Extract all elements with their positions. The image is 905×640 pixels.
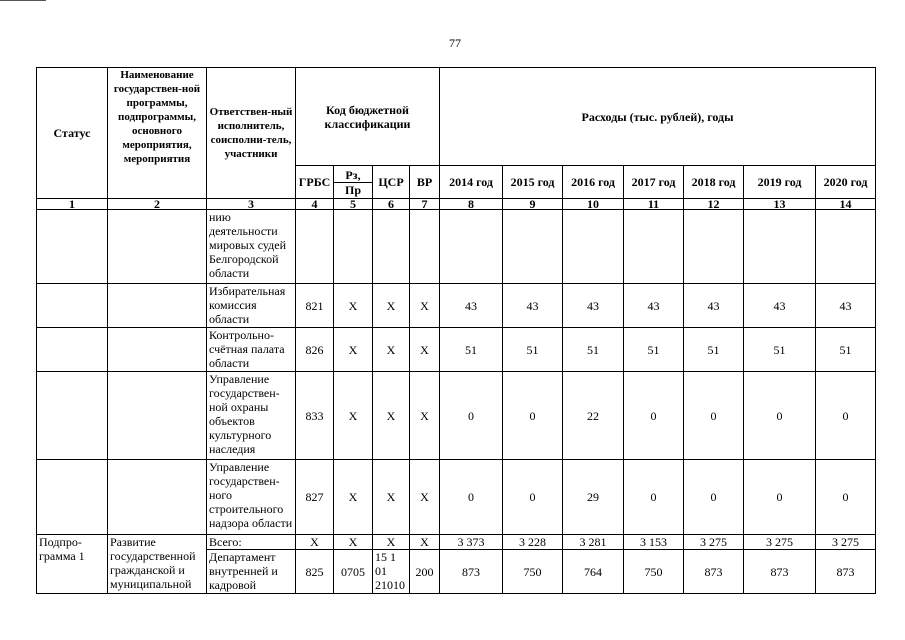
- cell-2017: 3 153: [624, 535, 684, 550]
- header-year-2020: 2020 год: [816, 166, 876, 199]
- page-number: 77: [449, 36, 461, 50]
- cell-status: [37, 372, 108, 460]
- column-number: 4: [296, 199, 334, 210]
- cell-2014: 51: [440, 328, 503, 372]
- cell-grbs: [296, 210, 334, 284]
- cell-2017: 0: [624, 372, 684, 460]
- cell-2016: [563, 210, 624, 284]
- cell-2019: 3 275: [744, 535, 816, 550]
- header-grbs: ГРБС: [296, 166, 334, 199]
- cell-2018: [684, 210, 744, 284]
- cell-name: [108, 460, 207, 535]
- cell-2018: 3 275: [684, 535, 744, 550]
- cell-2015: 51: [503, 328, 563, 372]
- column-number: 6: [373, 199, 410, 210]
- cell-rz: [334, 210, 373, 284]
- cell-name: Развитие государственной гражданской и муниципальной: [108, 535, 207, 594]
- cell-2014: [440, 210, 503, 284]
- table-row: [37, 460, 876, 535]
- cell-2016: 51: [563, 328, 624, 372]
- cell-vr: 200: [410, 550, 440, 594]
- cell-2015: 750: [503, 550, 563, 594]
- cell-2019: 0: [744, 372, 816, 460]
- header-year-2016: 2016 год: [563, 166, 624, 199]
- cell-2018: 0: [684, 372, 744, 460]
- table-row: [37, 328, 876, 372]
- header-year-2017: 2017 год: [624, 166, 684, 199]
- cell-2020: 51: [816, 328, 876, 372]
- header-year-2018: 2018 год: [684, 166, 744, 199]
- cell-2017: 51: [624, 328, 684, 372]
- cell-2018: 43: [684, 284, 744, 328]
- cell-vr: Х: [410, 372, 440, 460]
- cell-2015: [503, 210, 563, 284]
- column-number: 3: [207, 199, 296, 210]
- cell-grbs: 833: [296, 372, 334, 460]
- cell-2020: 3 275: [816, 535, 876, 550]
- cell-2016: 29: [563, 460, 624, 535]
- header-rz-pr: [334, 166, 373, 199]
- cell-2017: [624, 210, 684, 284]
- cell-grbs: Х: [296, 535, 334, 550]
- budget-table: [36, 67, 876, 594]
- cell-2015: 3 228: [503, 535, 563, 550]
- cell-status: [37, 328, 108, 372]
- column-number: 12: [684, 199, 744, 210]
- cell-2019: 51: [744, 328, 816, 372]
- cell-grbs: 825: [296, 550, 334, 594]
- cell-2020: 43: [816, 284, 876, 328]
- table-row: [37, 284, 876, 328]
- cell-2015: 43: [503, 284, 563, 328]
- cell-name: [108, 284, 207, 328]
- cell-csr: Х: [373, 535, 410, 550]
- cell-grbs: 827: [296, 460, 334, 535]
- cell-2018: 51: [684, 328, 744, 372]
- cell-2019: 43: [744, 284, 816, 328]
- cell-csr: Х: [373, 372, 410, 460]
- table-row: [37, 210, 876, 284]
- cell-vr: Х: [410, 328, 440, 372]
- header-budget-code: Код бюджетной классификации: [296, 68, 440, 166]
- cell-2020: 0: [816, 460, 876, 535]
- column-number: 2: [108, 199, 207, 210]
- column-number: 14: [816, 199, 876, 210]
- cell-2015: 0: [503, 372, 563, 460]
- cell-name: [108, 328, 207, 372]
- cell-2019: 873: [744, 550, 816, 594]
- cell-2020: [816, 210, 876, 284]
- cell-2017: 750: [624, 550, 684, 594]
- cell-csr: Х: [373, 284, 410, 328]
- column-number: 10: [563, 199, 624, 210]
- cell-2017: 43: [624, 284, 684, 328]
- cell-2018: 0: [684, 460, 744, 535]
- cell-rz: Х: [334, 328, 373, 372]
- header-year-2019: 2019 год: [744, 166, 816, 199]
- cell-csr: 15 1 01 21010: [373, 550, 410, 594]
- cell-2016: 3 281: [563, 535, 624, 550]
- header-csr: ЦСР: [373, 166, 410, 199]
- cell-executor: Управление государствен-ного строительного надзора области: [207, 460, 296, 535]
- cell-rz: Х: [334, 284, 373, 328]
- header-name: Наименование государствен-ной программы, подпрограммы, основного мероприятия, мероприятия: [108, 68, 207, 199]
- column-number: 7: [410, 199, 440, 210]
- cell-executor: Управление государствен-ной охраны объектов культурного наследия: [207, 372, 296, 460]
- cell-vr: [410, 210, 440, 284]
- header-executor: Ответствен-ный исполнитель, соисполни-тель, участники: [207, 68, 296, 199]
- cell-csr: Х: [373, 460, 410, 535]
- cell-2014: 873: [440, 550, 503, 594]
- cell-2014: 3 373: [440, 535, 503, 550]
- cell-2016: 22: [563, 372, 624, 460]
- cell-2016: 43: [563, 284, 624, 328]
- cell-2019: 0: [744, 460, 816, 535]
- column-number: 13: [744, 199, 816, 210]
- cell-grbs: 821: [296, 284, 334, 328]
- column-number: 11: [624, 199, 684, 210]
- cell-2015: 0: [503, 460, 563, 535]
- table-row: [37, 535, 876, 550]
- cell-csr: Х: [373, 328, 410, 372]
- cell-2019: [744, 210, 816, 284]
- cell-rz: 0705: [334, 550, 373, 594]
- cell-executor: Избирательная комиссия области: [207, 284, 296, 328]
- header-vr: ВР: [410, 166, 440, 199]
- column-number: 1: [37, 199, 108, 210]
- cell-status: [37, 284, 108, 328]
- header-year-2014: 2014 год: [440, 166, 503, 199]
- cell-csr: [373, 210, 410, 284]
- cell-2014: 43: [440, 284, 503, 328]
- header-status: Статус: [37, 68, 108, 199]
- header-pr: Пр: [344, 182, 361, 197]
- cell-2014: 0: [440, 460, 503, 535]
- cell-status: Подпро-грамма 1: [37, 535, 108, 594]
- cell-rz: Х: [334, 535, 373, 550]
- cell-2018: 873: [684, 550, 744, 594]
- cell-2016: 764: [563, 550, 624, 594]
- cell-executor: нию деятельности мировых судей Белгородской области: [207, 210, 296, 284]
- cell-2017: 0: [624, 460, 684, 535]
- header-year-2015: 2015 год: [503, 166, 563, 199]
- cell-status: [37, 460, 108, 535]
- cell-vr: Х: [410, 284, 440, 328]
- cell-vr: Х: [410, 460, 440, 535]
- cell-2020: 873: [816, 550, 876, 594]
- cell-status: [37, 210, 108, 284]
- cell-grbs: 826: [296, 328, 334, 372]
- cell-vr: Х: [410, 535, 440, 550]
- cell-rz: Х: [334, 372, 373, 460]
- top-edge-line: [0, 0, 46, 1]
- cell-executor: Всего:: [207, 535, 296, 550]
- cell-name: [108, 210, 207, 284]
- column-number: 9: [503, 199, 563, 210]
- column-number: 5: [334, 199, 373, 210]
- column-number: 8: [440, 199, 503, 210]
- header-expenses: Расходы (тыс. рублей), годы: [440, 68, 876, 166]
- cell-name: [108, 372, 207, 460]
- table-row: [37, 372, 876, 460]
- cell-2014: 0: [440, 372, 503, 460]
- cell-2020: 0: [816, 372, 876, 460]
- cell-executor: Контрольно-счётная палата области: [207, 328, 296, 372]
- header-rz: Рз,: [334, 168, 372, 183]
- cell-rz: Х: [334, 460, 373, 535]
- cell-executor: Департамент внутренней и кадровой: [207, 550, 296, 594]
